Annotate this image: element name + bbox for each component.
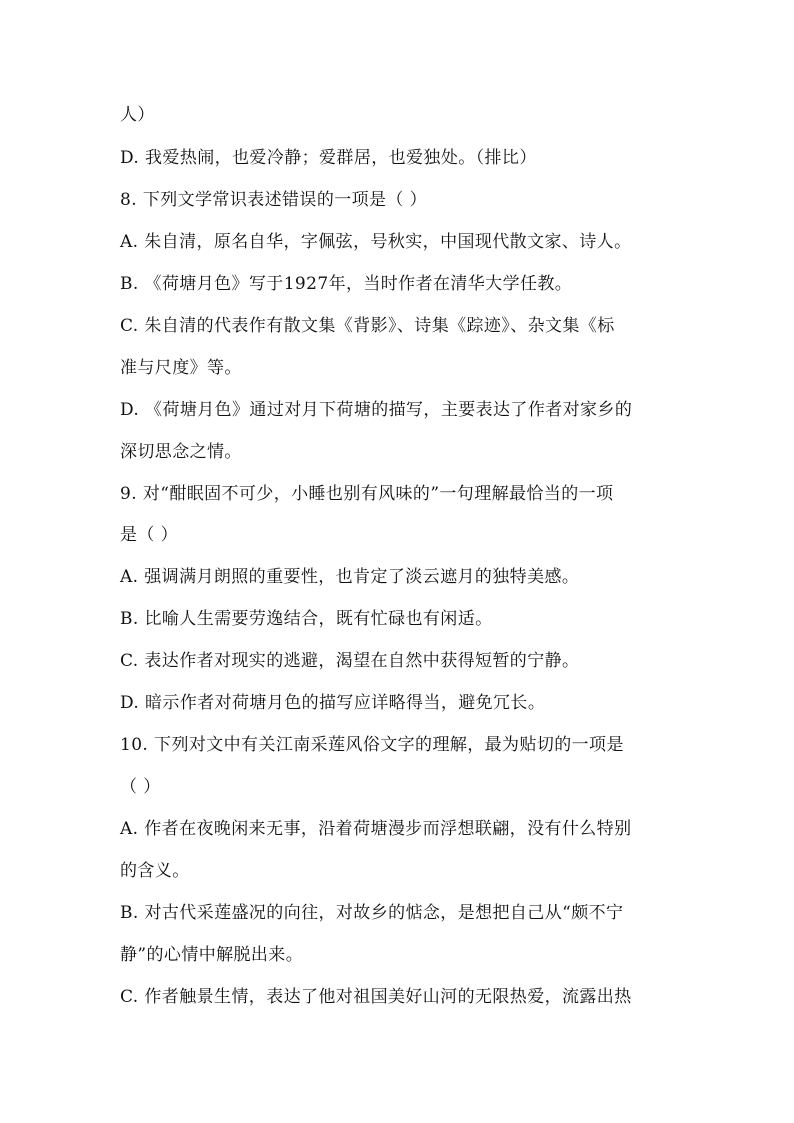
question-line: 10. 下列对文中有关江南采莲风俗文字的理解，最为贴切的一项是 <box>120 735 624 755</box>
option-line: D. 暗示作者对荷塘月色的描写应详略得当，避免冗长。 <box>120 693 546 713</box>
option-line: D. 《荷塘月色》通过对月下荷塘的描写，主要表达了作者对家乡的 <box>120 400 633 420</box>
option-line: A. 朱自清，原名自华，字佩弦，号秋实，中国现代散文家、诗人。 <box>120 232 632 252</box>
question-line: 9. 对“酣眠固不可少，小睡也别有风味的”一句理解最恰当的一项 <box>120 484 614 504</box>
option-line: B. 比喻人生需要劳逸结合，既有忙碌也有闲适。 <box>120 609 493 629</box>
option-continuation-line: 深切思念之情。 <box>120 442 242 462</box>
option-continuation-line: 准与尺度》等。 <box>120 358 242 378</box>
question-continuation-line: （ ） <box>120 777 161 797</box>
question-continuation-line: 是（ ） <box>120 525 179 545</box>
option-line: B. 《荷塘月色》写于1927年，当时作者在清华大学任教。 <box>120 274 573 294</box>
option-line: A. 强调满月朗照的重要性，也肯定了淡云遮月的独特美感。 <box>120 567 580 587</box>
question-line: 8. 下列文学常识表述错误的一项是（ ） <box>120 190 428 210</box>
option-line: C. 作者触景生情，表达了他对祖国美好山河的无限热爱，流露出热 <box>120 987 632 1007</box>
text-line: 人） <box>120 105 155 125</box>
option-line: A. 作者在夜晚闲来无事，沿着荷塘漫步而浮想联翩，没有什么特别 <box>120 819 632 839</box>
option-line: C. 表达作者对现实的逃避，渴望在自然中获得短暂的宁静。 <box>120 651 580 671</box>
option-continuation-line: 的含义。 <box>120 861 190 881</box>
option-line: B. 对古代采莲盛况的向往，对故乡的惦念，是想把自己从“颇不宁 <box>120 903 624 923</box>
option-continuation-line: 静”的心情中解脱出来。 <box>120 945 304 965</box>
option-line: C. 朱自清的代表作有散文集《背影》、诗集《踪迹》、杂文集《标 <box>120 316 615 336</box>
option-line: D. 我爱热闹，也爱冷静；爱群居，也爱独处。（排比） <box>120 148 537 168</box>
